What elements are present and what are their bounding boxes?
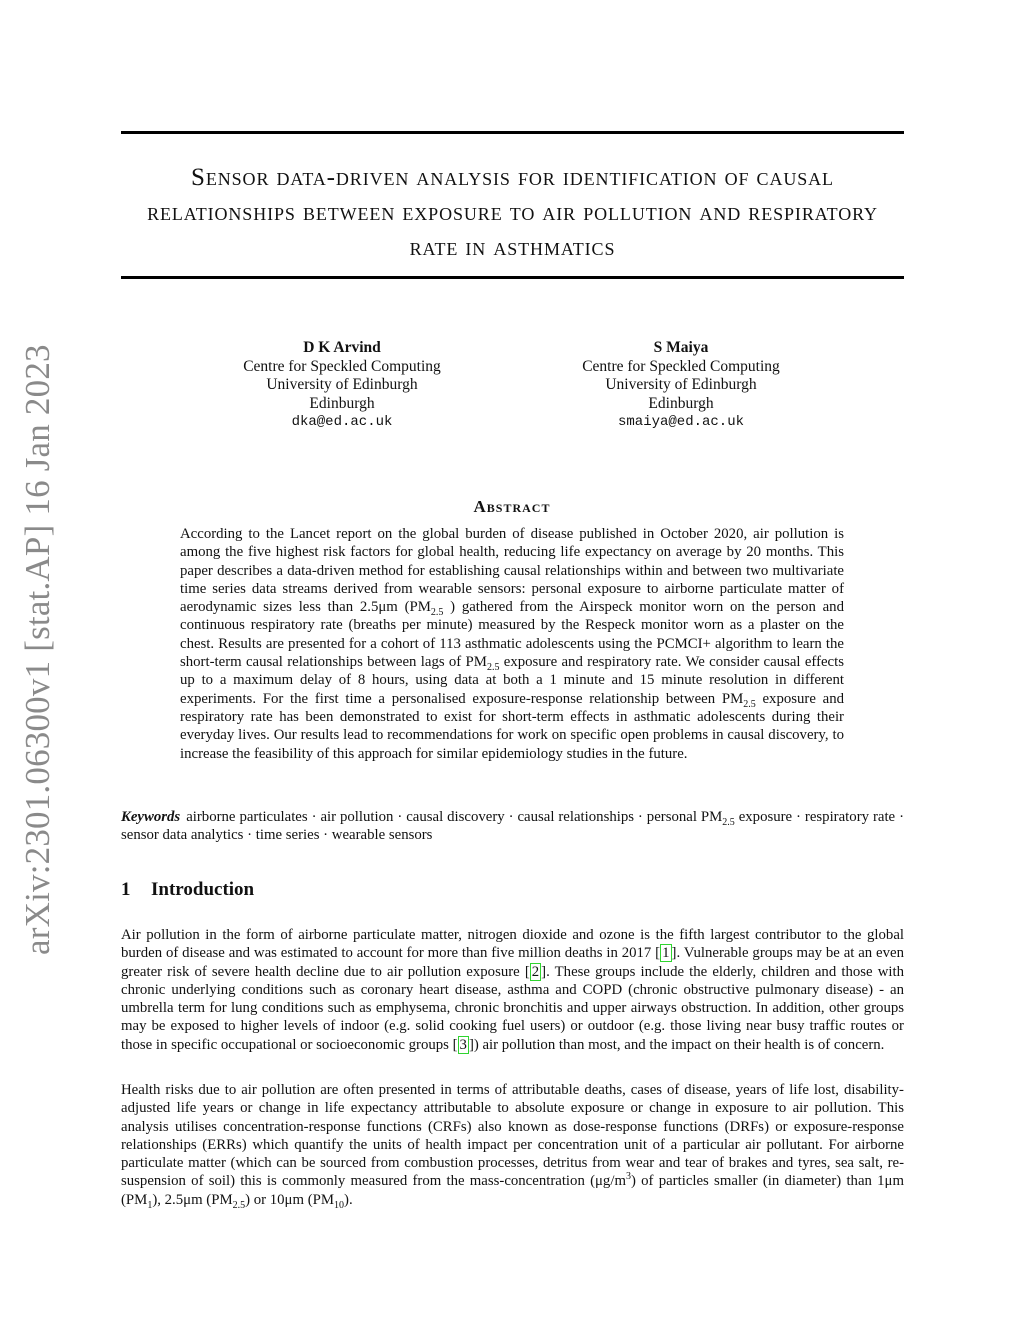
author-city: Edinburgh: [309, 394, 375, 412]
title-rule-bottom: [121, 276, 904, 279]
abstract-body: [180, 525, 844, 763]
section-heading-introduction: [121, 879, 254, 901]
abstract-text: ) gathered from the Airspeck monitor worn on the person and continuous respiratory rate (breaths per minute) measured by the Respeck monitor worn as a plaster on the chest. Results are presented for a cohort of 113 asthmatic adolescents using the PCMCI+ algorithm to learn the short-term causal relationships between lags of PM: [180, 599, 844, 671]
arxiv-identifier[interactable]: arXiv:2301.06300v1 [stat.AP] 16 Jan 2023: [18, 344, 57, 955]
author-email[interactable]: dka@ed.ac.uk: [291, 414, 393, 430]
subscript: 2.5: [743, 698, 756, 710]
section-number: 1: [121, 879, 131, 900]
paragraph-text: ]. These groups include the elderly, children and those with chronic underlying conditions such as coronary heart disease, asthma and COPD (chronic obstructive pulmonary disease) - an umbrella term for lung conditions such as emphysema, chronic bronchitis and upper airways obstruction. In addition, other groups may be exposed to higher levels of indoor (e.g. solid cooking fuel users) or outdoor (e.g. those living near busy traffic routes or those in specific occupational or socioeconomic groups [: [121, 963, 904, 1053]
paragraph-text: ), 2.5μm (PM: [152, 1191, 233, 1208]
paragraph-text: Health risks due to air pollution are often presented in terms of attributable deaths, cases of disease, years of life lost, disability-adjusted life years or change in life expectancy attributable to absolute exposure or change in exposure to air pollution. This analysis utilises concentration-response functions (CRFs) also known as dose-response functions (DRFs) or exposure-response relationships (ERRs) which quantify the units of health impact per concentration unit of a particular air pollutant. For airborne particulate matter (which can be sourced from combustion processes, detritus from wear and tear of brakes and tyres, sea salt, re-suspension of soil) this is commonly measured from the mass-concentration (μg/m: [121, 1082, 904, 1190]
subscript: 2.5: [486, 662, 500, 674]
abstract-text: exposure and respiratory rate has been demonstrated to exist for short-term effects in asthmatic adolescents during their everyday lives. Our results lead to recommendations for work on specific open problems in causal discovery, to increase the feasibility of this approach for similar epidemiology studies in the future.: [180, 690, 844, 762]
paragraph-text: ]. Vulnerable groups may be at an even greater risk of severe health decline due to air pollution exposure [: [121, 945, 904, 980]
paragraph-text: Air pollution in the form of airborne particulate matter, nitrogen dioxide and ozone is the fifth largest contributor to the global burden of disease and was estimated to account for more than five million deaths in 2017 [: [121, 927, 904, 962]
author-university: University of Edinburgh: [266, 376, 418, 393]
intro-paragraph-2: [121, 1081, 904, 1209]
author-affiliation: Centre for Speckled Computing: [243, 357, 441, 375]
citation-link[interactable]: 2: [531, 963, 540, 980]
paragraph-text: ).: [344, 1191, 353, 1208]
subscript: 2.5: [430, 607, 444, 619]
subscript: 2.5: [232, 1199, 246, 1211]
author-block-2: [541, 339, 821, 432]
subscript: 1: [147, 1199, 153, 1211]
keywords-label: Keywords: [121, 809, 181, 825]
author-city: Edinburgh: [648, 394, 714, 412]
author-university: University of Edinburgh: [605, 376, 757, 393]
author-name: D K Arvind: [303, 339, 381, 356]
citation-link[interactable]: 1: [662, 945, 670, 962]
author-email[interactable]: smaiya@ed.ac.uk: [617, 414, 745, 430]
paragraph-text: ]) air pollution than most, and the impact on their health is of concern.: [468, 1036, 885, 1053]
keywords: [121, 808, 904, 845]
title-rule-top: [121, 131, 904, 134]
abstract-text: exposure and respiratory rate. We consider causal effects up to a maximum delay of 8 hours, using data at both a 1 minute and 15 minute resolution in different experiments. For the first time a personalised exposure-response relationship between PM: [180, 654, 844, 707]
subscript: 10: [334, 1199, 345, 1211]
section-title: Introduction: [151, 879, 255, 900]
intro-paragraph-1: [121, 926, 904, 1054]
author-affiliation: Centre for Speckled Computing: [582, 357, 780, 375]
abstract-text: According to the Lancet report on the global burden of disease published in October 2020, air pollution is among the five highest risk factors for global health, reducing life expectancy on average by 20 months. This paper describes a data-driven method for establishing causal relationships within and between two multivariate time series data streams derived from wearable sensors: personal exposure to airborne particulate matter of aerodynamic sizes less than 2.5μm (PM: [180, 526, 844, 616]
subscript: 2.5: [722, 816, 735, 828]
author-block-1: [202, 339, 482, 432]
author-name: S Maiya: [653, 339, 709, 356]
keywords-text: exposure · respiratory rate · sensor data analytics · time series · wearable sensors: [121, 809, 904, 844]
paragraph-text: ) of particles smaller (in diameter) than 1μm (PM: [121, 1173, 905, 1208]
paragraph-text: ) or 10μm (PM: [245, 1191, 335, 1208]
superscript: 3: [625, 1171, 631, 1183]
paper-title: Sensor data-driven analysis for identification of causal relationships between exposure to air pollution and respiratory rate in asthmatics: [147, 164, 878, 261]
keywords-text: airborne particulates · air pollution · causal discovery · causal relationships · personal PM: [186, 809, 723, 825]
abstract-heading: Abstract: [473, 497, 551, 516]
citation-link[interactable]: 3: [459, 1036, 467, 1053]
